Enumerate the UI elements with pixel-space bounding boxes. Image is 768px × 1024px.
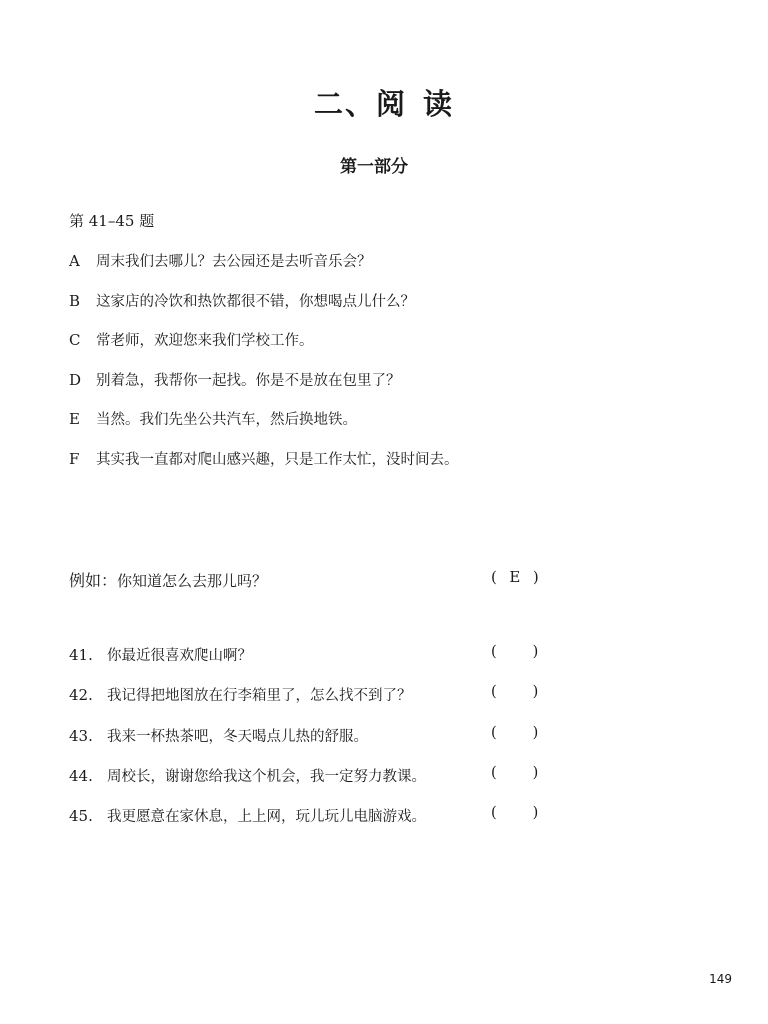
answer-box[interactable] (491, 805, 538, 821)
question-number: 41. (69, 646, 93, 664)
example-label: 例如： (69, 571, 118, 590)
question-number: 44. (69, 766, 93, 785)
option-text: 周末我们去哪儿？去公园还是去听音乐会？ (96, 254, 372, 270)
example-answer: E (509, 568, 521, 586)
question-range: 第 41–45 题 (69, 212, 155, 230)
answer-box[interactable] (491, 725, 538, 741)
paren-close: ) (532, 724, 539, 741)
paren-close: ) (532, 644, 539, 660)
question-43 (69, 725, 549, 765)
question-text: 你最近很喜欢爬山啊？ (107, 648, 252, 664)
example-text: 你知道怎么去那儿吗？ (117, 572, 268, 590)
option-letter: D (69, 370, 82, 389)
paren-close: ) (532, 568, 539, 586)
part-title: 第一部分 (340, 157, 408, 177)
option-letter: E (69, 410, 80, 428)
option-text: 其实我一直都对爬山感兴趣，只是工作太忙，没时间去。 (96, 451, 459, 468)
question-text: 我更愿意在家休息，上上网，玩儿玩儿电脑游戏。 (107, 809, 426, 826)
option-b (69, 290, 459, 330)
example-answer-box (491, 568, 539, 586)
option-d (69, 369, 459, 409)
option-letter: C (69, 331, 81, 349)
question-42 (69, 684, 549, 724)
answer-box[interactable] (491, 644, 538, 660)
answer-box[interactable] (491, 684, 538, 700)
paren-open: ( (491, 764, 497, 781)
option-f (69, 448, 459, 488)
answer-options (69, 250, 459, 487)
page-number: 149 (709, 972, 732, 986)
paren-open: ( (491, 644, 497, 660)
answer-box[interactable] (491, 765, 538, 781)
option-text: 常老师，欢迎您来我们学校工作。 (96, 333, 314, 349)
option-letter: F (69, 449, 80, 468)
question-44 (69, 765, 549, 805)
paren-close: ) (532, 805, 539, 822)
option-text: 当然。我们先坐公共汽车，然后换地铁。 (96, 412, 357, 428)
option-c (69, 329, 459, 369)
option-letter: A (69, 252, 80, 270)
question-list (69, 644, 549, 845)
question-number: 43. (69, 726, 93, 745)
section-title-part2: 读 (423, 87, 455, 121)
paren-open: ( (491, 805, 497, 822)
paren-open: ( (491, 724, 497, 741)
question-number: 45. (69, 807, 93, 826)
question-text: 周校长，谢谢您给我这个机会，我一定努力教课。 (107, 768, 426, 785)
example-question (69, 568, 549, 591)
section-title (0, 82, 768, 123)
option-text: 别着急，我帮你一起找。你是不是放在包里了？ (96, 372, 401, 389)
question-text: 我记得把地图放在行李箱里了，怎么找不到了？ (107, 688, 412, 705)
option-letter: B (69, 291, 81, 310)
option-a (69, 250, 459, 290)
question-number: 42. (69, 686, 93, 705)
section-title-part1: 二、阅 (313, 87, 407, 121)
paren-open: ( (491, 568, 497, 586)
question-45 (69, 805, 549, 845)
question-41 (69, 644, 549, 684)
question-text: 我来一杯热茶吧，冬天喝点儿热的舒服。 (107, 728, 368, 745)
option-text: 这家店的冷饮和热饮都很不错，你想喝点儿什么？ (96, 293, 415, 310)
paren-close: ) (532, 764, 539, 781)
paren-open: ( (491, 684, 497, 701)
paren-close: ) (532, 684, 539, 701)
option-e (69, 408, 459, 448)
